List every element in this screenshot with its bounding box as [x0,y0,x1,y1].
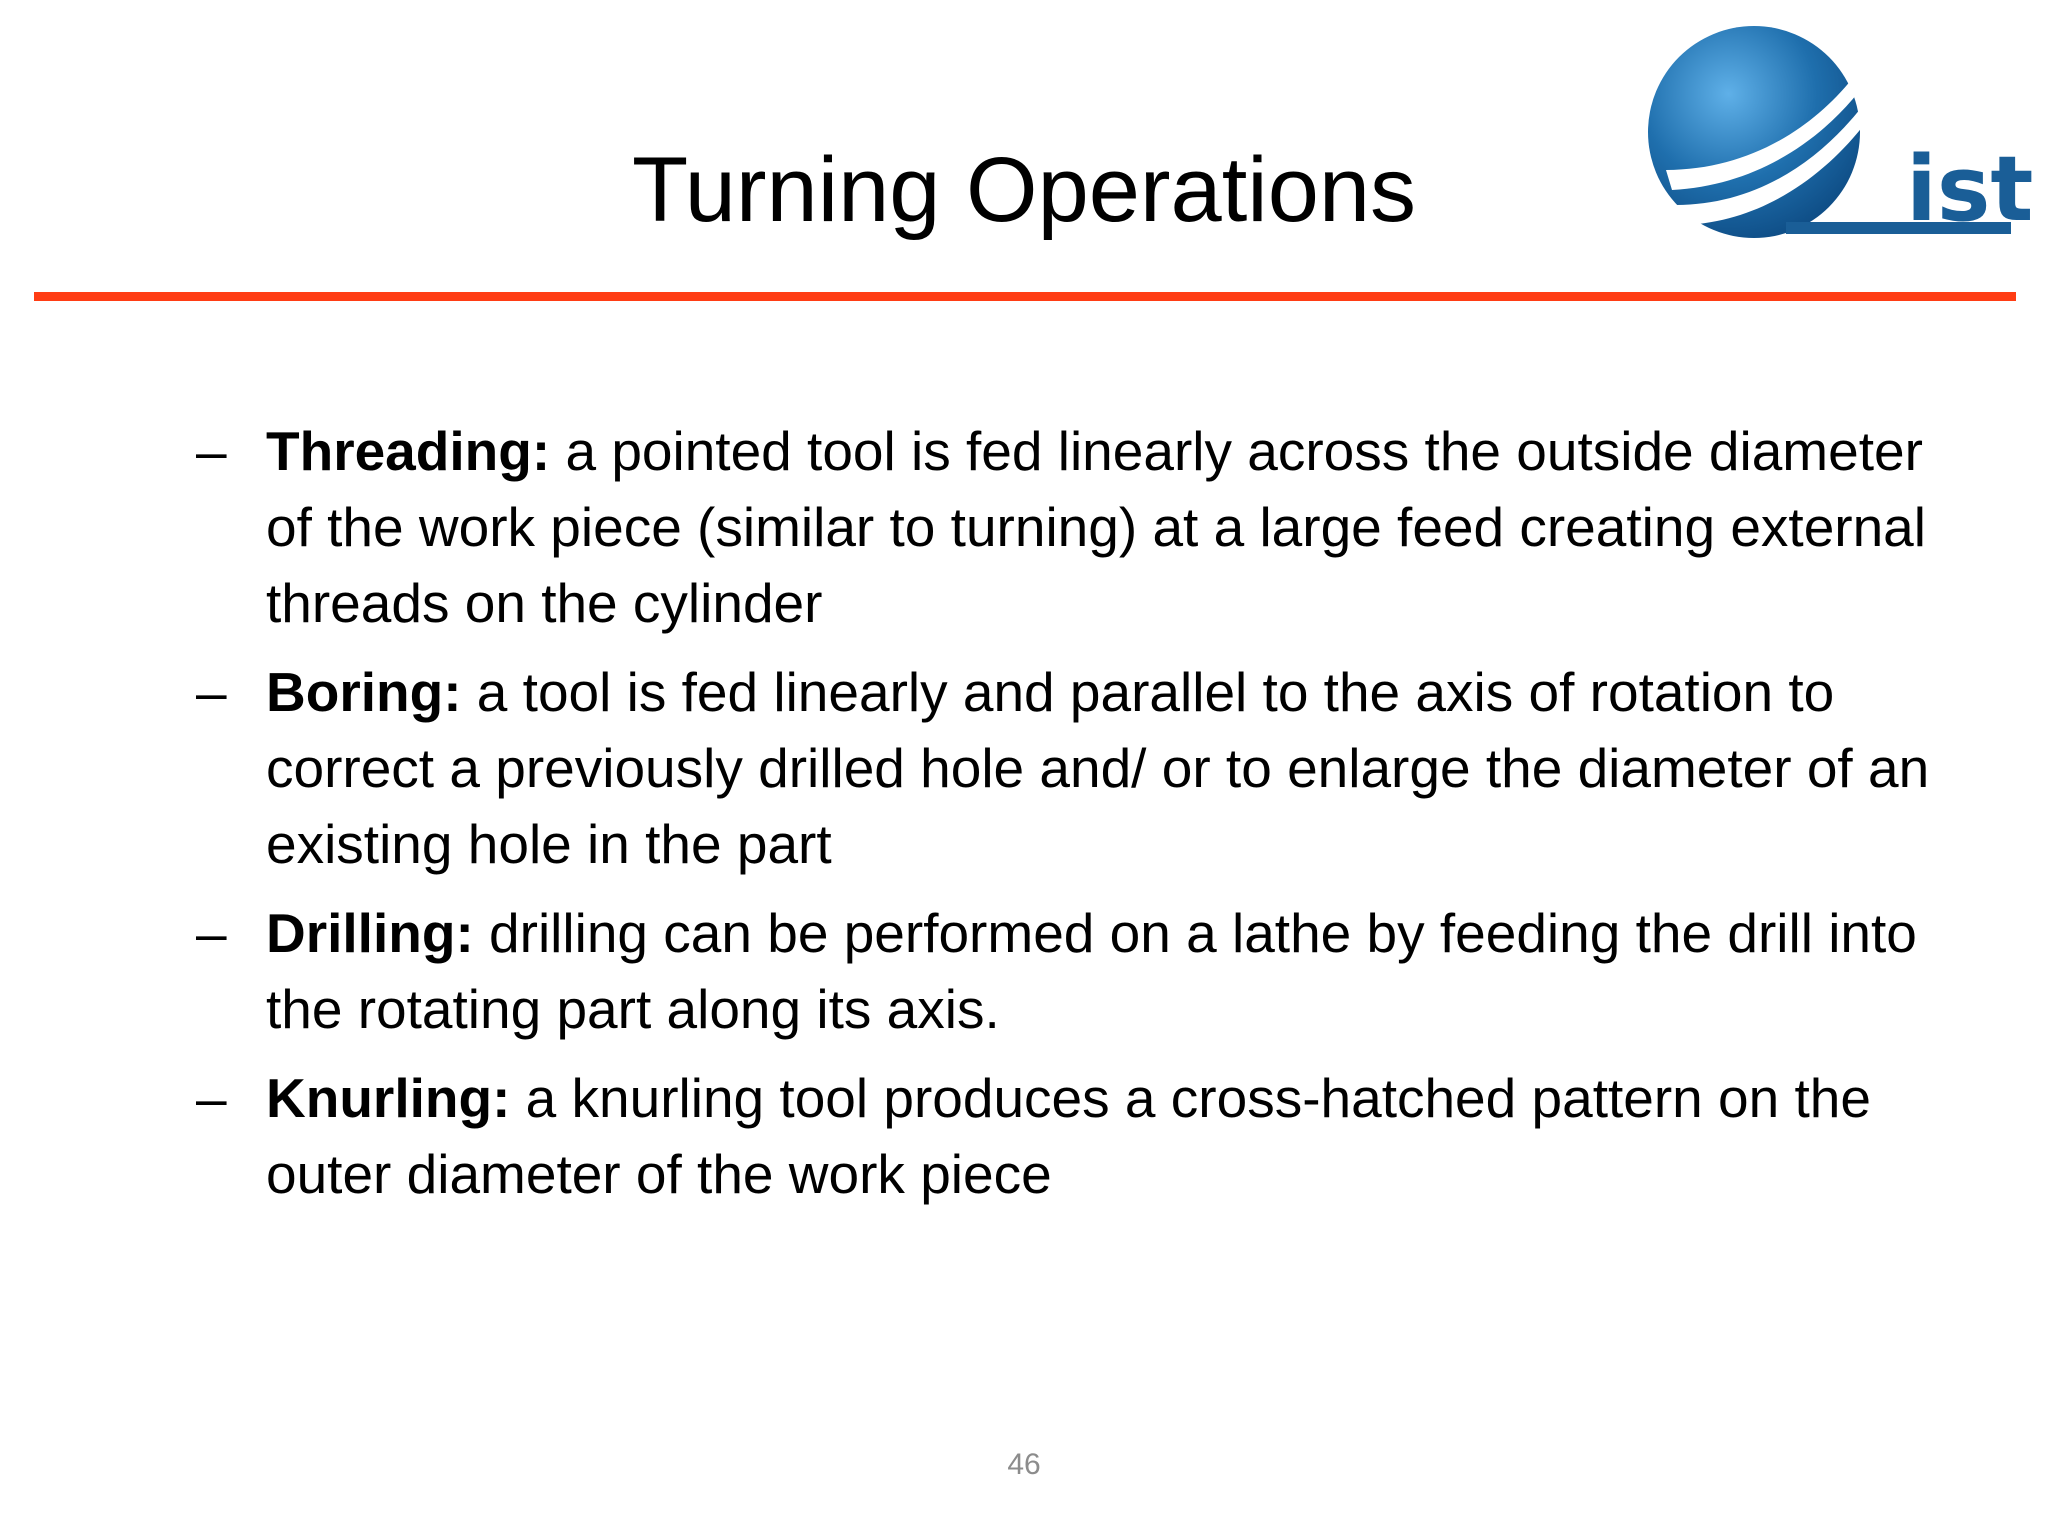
title-divider [34,292,2016,301]
term-description: drilling can be performed on a lathe by feeding the drill into the rotating part along its axis. [266,902,1917,1040]
term-description: a tool is fed linearly and parallel to the axis of rotation to correct a previously drilled hole and/ or to enlarge the diameter of an existing hole in the part [266,661,1930,875]
list-item-boring [196,654,1956,882]
list-item-threading [196,413,1956,641]
term-label: Knurling: [266,1067,511,1129]
term-label: Boring: [266,661,462,723]
dash-bullet: – [196,902,227,964]
logo-wordmark: ist [1906,137,2034,242]
dash-bullet: – [196,420,227,482]
list-item-drilling [196,895,1956,1047]
term-description: a knurling tool produces a cross-hatched pattern on the outer diameter of the work piece [266,1067,1871,1205]
term-label: Threading: [266,420,551,482]
slide-title: Turning Operations [631,139,1417,241]
term-label: Drilling: [266,902,474,964]
page-number: 46 [1007,1448,1041,1481]
list-item-knurling [196,1060,1956,1212]
ist-logo [1636,20,2034,245]
dash-bullet: – [196,661,227,723]
bullet-list [196,413,1956,1225]
term-description: a pointed tool is fed linearly across the outside diameter of the work piece (similar to turning) at a large feed creating external threads on the cylinder [266,420,1926,634]
dash-bullet: – [196,1067,227,1129]
